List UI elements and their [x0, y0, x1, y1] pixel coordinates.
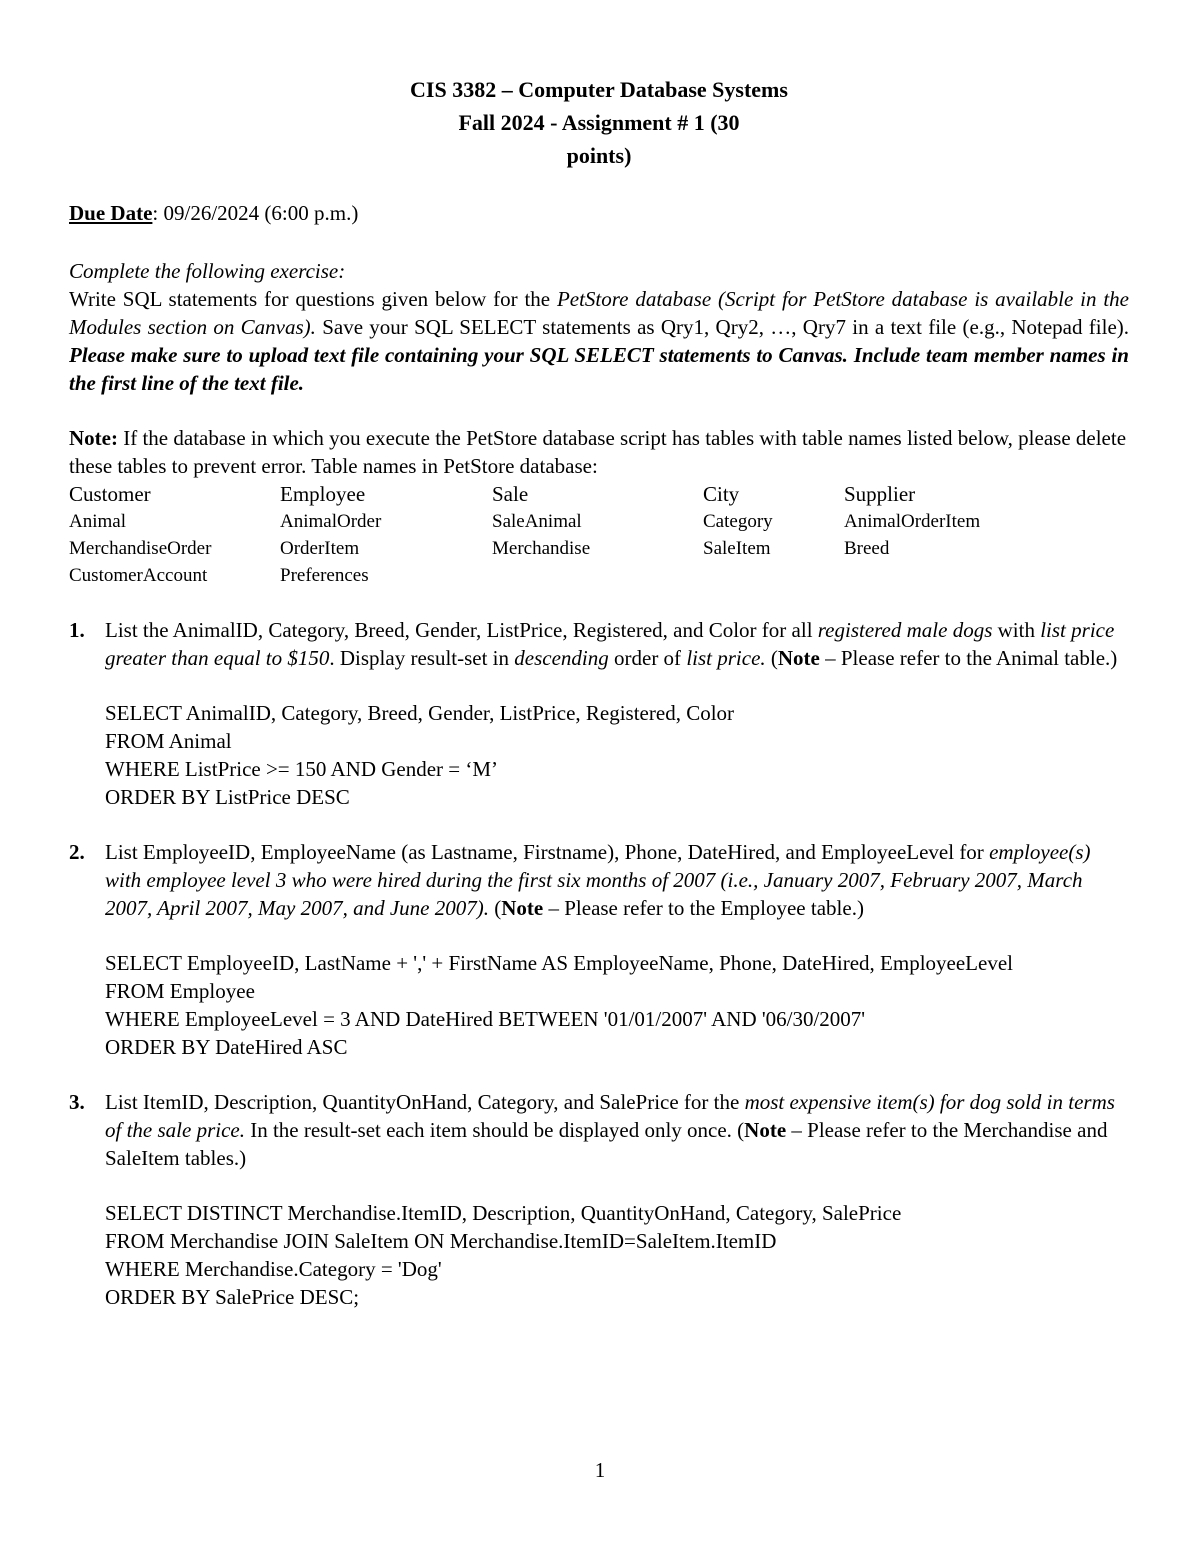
due-date-line	[69, 199, 1129, 227]
table-name-cell: OrderItem	[280, 538, 360, 559]
sql-answer	[105, 1199, 1129, 1311]
title-line-1: CIS 3382 – Computer Database Systems	[410, 77, 788, 102]
table-name-cell: Sale	[492, 482, 529, 506]
question-text-run: – Please refer to the Employee table.)	[543, 896, 864, 920]
sql-line: ORDER BY ListPrice DESC	[105, 785, 350, 809]
question-text	[105, 838, 1129, 922]
sql-answer	[105, 699, 1129, 811]
question-text-run: order of	[608, 646, 687, 670]
sql-line: WHERE ListPrice >= 150 AND Gender = ‘M’	[105, 757, 499, 781]
question-text-run: . Display result-set in	[329, 646, 515, 670]
table-name-cell: MerchandiseOrder	[69, 538, 212, 559]
sql-line: SELECT EmployeeID, LastName + ',' + FirstName AS EmployeeName, Phone, DateHired, EmployeeLevel	[105, 951, 1013, 975]
question-text-run: – Please refer to the Animal table.)	[819, 646, 1118, 670]
table-names-row	[69, 480, 980, 508]
sql-line: FROM Animal	[105, 729, 232, 753]
sql-line: ORDER BY SalePrice DESC;	[105, 1285, 360, 1309]
question-text-run: List the AnimalID, Category, Breed, Gender, ListPrice, Registered, and Color for all	[105, 618, 818, 642]
note-section	[69, 424, 1129, 589]
table-name-cell: Customer	[69, 482, 151, 506]
exercise-heading: Complete the following exercise:	[69, 259, 346, 283]
note-label: Note	[744, 1118, 787, 1142]
question-1	[69, 616, 1129, 811]
note-text: If the database in which you execute the PetStore database script has tables with table names listed below, please delete these tables to prevent error. Table names in PetStore database:	[69, 426, 1127, 478]
exercise-instructions	[69, 257, 1129, 397]
table-name-cell: Supplier	[844, 482, 916, 506]
question-emphasis: descending	[514, 646, 609, 670]
question-number: 3.	[69, 1090, 85, 1114]
sql-line: SELECT AnimalID, Category, Breed, Gender, ListPrice, Registered, Color	[105, 701, 735, 725]
question-emphasis: list price.	[686, 646, 766, 670]
table-name-cell: SaleItem	[703, 538, 771, 559]
question-3	[69, 1088, 1129, 1311]
sql-line: ORDER BY DateHired ASC	[105, 1035, 348, 1059]
question-emphasis: list price greater than equal to $150	[105, 618, 1115, 670]
question-text-run: In the result-set each item should be displayed only once. (	[244, 1118, 745, 1142]
question-emphasis: employee(s) with employee level 3 who were hired during the first six months of 2007 (i.e., January 2007, February 2007, March 2007, April 2007, May 2007, and June 2007).	[105, 840, 1091, 920]
exercise-script-note: PetStore database (Script for PetStore database is available in the Modules section on Canvas).	[69, 287, 1129, 339]
table-name-cell: AnimalOrder	[280, 511, 382, 532]
table-name-cell: Employee	[280, 482, 366, 506]
due-date-value: : 09/26/2024 (6:00 p.m.)	[152, 201, 359, 225]
exercise-upload-instruction: Please make sure to upload text file containing your SQL SELECT statements to Canvas. Include team member names in the first line of the text file.	[69, 343, 1129, 395]
sql-line: FROM Employee	[105, 979, 255, 1003]
table-name-cell: AnimalOrderItem	[844, 511, 981, 532]
due-date-label: Due Date	[69, 201, 153, 225]
note-label: Note	[777, 646, 820, 670]
question-number: 2.	[69, 840, 85, 864]
question-text	[105, 616, 1129, 672]
document-page	[69, 73, 1129, 1311]
sql-line: WHERE EmployeeLevel = 3 AND DateHired BETWEEN '01/01/2007' AND '06/30/2007'	[105, 1007, 866, 1031]
table-name-cell: SaleAnimal	[492, 511, 582, 532]
exercise-text-1: Write SQL statements for questions given below for the	[69, 287, 557, 311]
question-text	[105, 1088, 1129, 1172]
table-names-grid	[69, 480, 980, 589]
question-emphasis: most expensive item(s) for dog sold in terms of the sale price.	[105, 1090, 1115, 1142]
sql-line: WHERE Merchandise.Category = 'Dog'	[105, 1257, 442, 1281]
document-title	[69, 73, 1129, 172]
table-name-cell: Category	[703, 511, 773, 532]
question-text-run: – Please refer to the Merchandise and SaleItem tables.)	[105, 1118, 1108, 1170]
page-number: 1	[594, 1458, 606, 1482]
table-name-cell: CustomerAccount	[69, 565, 208, 586]
table-name-cell	[492, 562, 703, 589]
table-name-cell: Preferences	[280, 565, 369, 586]
question-number: 1.	[69, 618, 85, 642]
note-paragraph	[69, 424, 1129, 480]
question-text-run: (	[765, 646, 778, 670]
table-names-row	[69, 562, 980, 589]
exercise-text-2: Save your SQL SELECT statements as Qry1, Qry2, …, Qry7 in a text file (e.g., Notepad file).	[315, 315, 1130, 339]
table-name-cell	[844, 562, 980, 589]
exercise-paragraph	[69, 285, 1129, 397]
table-names-row	[69, 535, 980, 562]
question-text-run: with	[992, 618, 1041, 642]
sql-line: FROM Merchandise JOIN SaleItem ON Merchandise.ItemID=SaleItem.ItemID	[105, 1229, 777, 1253]
question-text-run: List ItemID, Description, QuantityOnHand, Category, and SalePrice for the	[105, 1090, 745, 1114]
question-text-run: List EmployeeID, EmployeeName (as Lastname, Firstname), Phone, DateHired, and EmployeeLevel for	[105, 840, 990, 864]
sql-line: SELECT DISTINCT Merchandise.ItemID, Description, QuantityOnHand, Category, SalePrice	[105, 1201, 902, 1225]
table-name-cell: Animal	[69, 511, 126, 532]
table-name-cell: Breed	[844, 538, 890, 559]
question-emphasis: registered male dogs	[817, 618, 993, 642]
table-name-cell: Merchandise	[492, 538, 591, 559]
title-line-3: points)	[566, 143, 632, 168]
table-name-cell	[703, 562, 844, 589]
question-text-run: (	[489, 896, 502, 920]
title-line-2: Fall 2024 - Assignment # 1 (30	[458, 110, 740, 135]
table-names-row	[69, 508, 980, 535]
note-label: Note	[501, 896, 544, 920]
sql-answer	[105, 949, 1129, 1061]
table-name-cell: City	[703, 482, 740, 506]
question-2	[69, 838, 1129, 1061]
note-label: Note:	[69, 426, 118, 450]
